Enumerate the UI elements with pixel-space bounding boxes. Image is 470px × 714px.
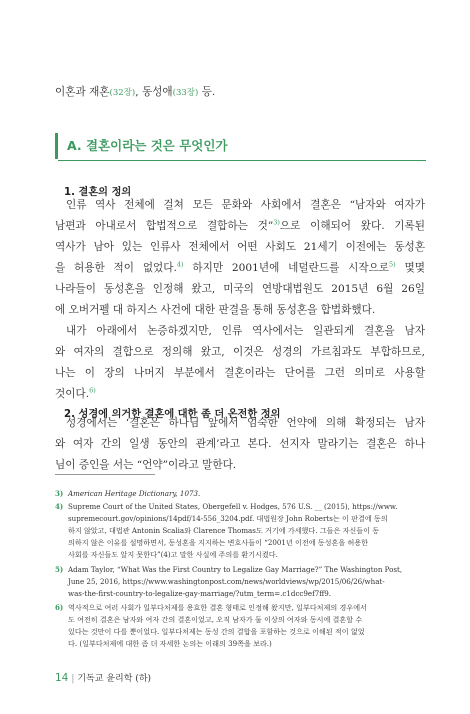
text-etc: 등.	[198, 86, 216, 98]
footnote-text: Supreme Court of the United States, Obergefell v. Hodges, 576 U.S. __ (2015), https://www.	[68, 502, 398, 511]
paragraph-biblical	[55, 413, 425, 476]
para1-line: 역사가 남아 있는 인류사 전체에서 어떤 사회도 21세기 이전에는 동성혼	[55, 241, 425, 253]
para2-line: 와 여자의 결합으로 정의해 왔고, 이것은 성경의 가르침과도 부합하므로,	[55, 346, 425, 358]
page-footer	[55, 671, 151, 684]
footnote-text: American Heritage Dictionary, 1073.	[68, 489, 201, 498]
section-heading	[55, 133, 428, 159]
para3-line: 와 여자 간의 일생 동안의 관계’라고 본다. 선지자 말라기는 결혼은 하나	[55, 438, 425, 450]
paragraph-definition	[55, 195, 425, 321]
footnote-4	[55, 501, 427, 561]
footnote-divider	[55, 474, 155, 475]
para1-line: 남편과 아내로서 합법적으로 결합하는 것”$^{3)}$으로 이해되어 왔다. 기록된	[55, 218, 425, 232]
footnote-text: 있다는 것만이 다를 뿐이었다. 일부다처제는 동성 간의 결합을 포함하는 것으로 이해된 적이 없었	[68, 627, 365, 636]
para2-line: 나는 이 장의 나머지 부분에서 결혼이라는 단어를 그런 의미로 사용할	[55, 367, 425, 379]
page-number: 14	[55, 672, 69, 684]
para3-line: 성경에서는 ‘결혼은 하나님 앞에서 엄숙한 언약에 의해 확정되는 남자	[66, 417, 425, 429]
footnote-ref-5: 5)	[389, 260, 396, 269]
footnote-ref-3: 3)	[273, 218, 280, 227]
para2-line: 내가 아래에서 논증하겠지만, 인류 역사에서는 일관되게 결혼을 남자	[66, 325, 425, 337]
footnote-text: June 25, 2016, https://www.washingtonpost.com/news/worldviews/wp/2015/06/26/what-	[68, 577, 385, 586]
chapter-ref-32: (32장)	[109, 88, 136, 98]
footnote-3	[55, 488, 427, 500]
top-continuation-line	[55, 84, 435, 101]
footnote-text: 사회를 자신들도 알지 못한다”(4)고 말한 사실에 주의를 환기시켰다.	[68, 550, 278, 559]
para1-line: 인류 역사 전체에 걸쳐 모든 문화와 사회에서 결혼은 “남자와 여자가	[66, 199, 425, 211]
subheading-definition: 1. 결혼의 정의	[64, 187, 132, 198]
footnote-text: was-the-first-country-to-legalize-gay-marriage/?utm_term=.c1dcc9ef7ff9.	[68, 589, 332, 598]
para1-line: 을 허용한 적이 없었다.$^{4)}$ 하지만 2001년에 네덜란드를 시작으로$^{5)}$ 몇몇	[55, 260, 425, 274]
footnote-ref-4: 4)	[176, 260, 184, 269]
footnote-number: 3)	[55, 489, 64, 498]
para1-line: 에 오버거펠 대 하지스 사건에 대한 판결을 통해 동성혼을 합법화했다.	[55, 304, 376, 316]
footnote-text: 다. (일부다처제에 대한 좀 더 자세한 논의는 이래의 39쪽을 보라.)	[68, 639, 272, 648]
footnote-number: 5)	[55, 565, 64, 574]
footnote-5	[55, 564, 427, 600]
section-title: A. 결혼이라는 것은 무엇인가	[67, 138, 228, 153]
footer-separator: |	[71, 674, 75, 684]
para2-line: 것이다.$^{6)}$	[55, 386, 96, 400]
text-homosexuality: , 동성애	[135, 86, 173, 98]
para1-line: 나라들이 동성혼을 인정해 왔고, 미국의 연방대법원도 2015년 6월 26일	[55, 283, 425, 295]
footnote-ref-6: 6)	[89, 386, 96, 395]
text-divorce-remarriage: 이혼과 재혼	[55, 86, 110, 98]
footnote-6	[55, 602, 427, 650]
footnote-text: supremecourt.gov/opinions/14pdf/14-556_3204.pdf. 대법원장 John Roberts는 이 판결에 동의	[68, 514, 388, 523]
paragraph-argument	[55, 321, 425, 405]
footnote-text: 도 여전히 결혼은 남자와 여자 간의 결혼이었고, 오직 남자가 둘 이상의 여자와 동시에 결혼할 수	[68, 615, 363, 624]
footnote-text: 역사적으로 여러 사회가 일부다처제를 용효한 결혼 형태로 인정해 왔지만, 일부다처제의 경우에서	[68, 603, 367, 612]
footnote-text: Adam Taylor, “What Was the First Country to Legalize Gay Marriage?” The Washington Post,	[68, 565, 403, 574]
footnote-number: 6)	[55, 603, 64, 612]
para3-line: 님이 증인을 서는 “언약”이라고 말한다.	[55, 459, 237, 471]
footnote-text: 의하지 않은 이유를 설명하면서, 동성혼을 지지하는 변호사들이 “2001년 이전에 동성혼을 허용한	[68, 538, 369, 547]
footnote-text: 하지 않았고, 대법관 Antonin Scalia와 Clarence Thomas도 거기에 가세했다. 그들은 자신들이 동	[68, 526, 380, 535]
book-title: 기독교 윤리학 (하)	[77, 674, 152, 684]
chapter-ref-33: (33장)	[172, 88, 199, 98]
footnote-number: 4)	[55, 502, 64, 511]
section-underline	[58, 160, 426, 161]
subheading-biblical-definition: 2. 성경에 의거한 결혼에 대한 좀 더 온전한 정의	[64, 409, 281, 420]
